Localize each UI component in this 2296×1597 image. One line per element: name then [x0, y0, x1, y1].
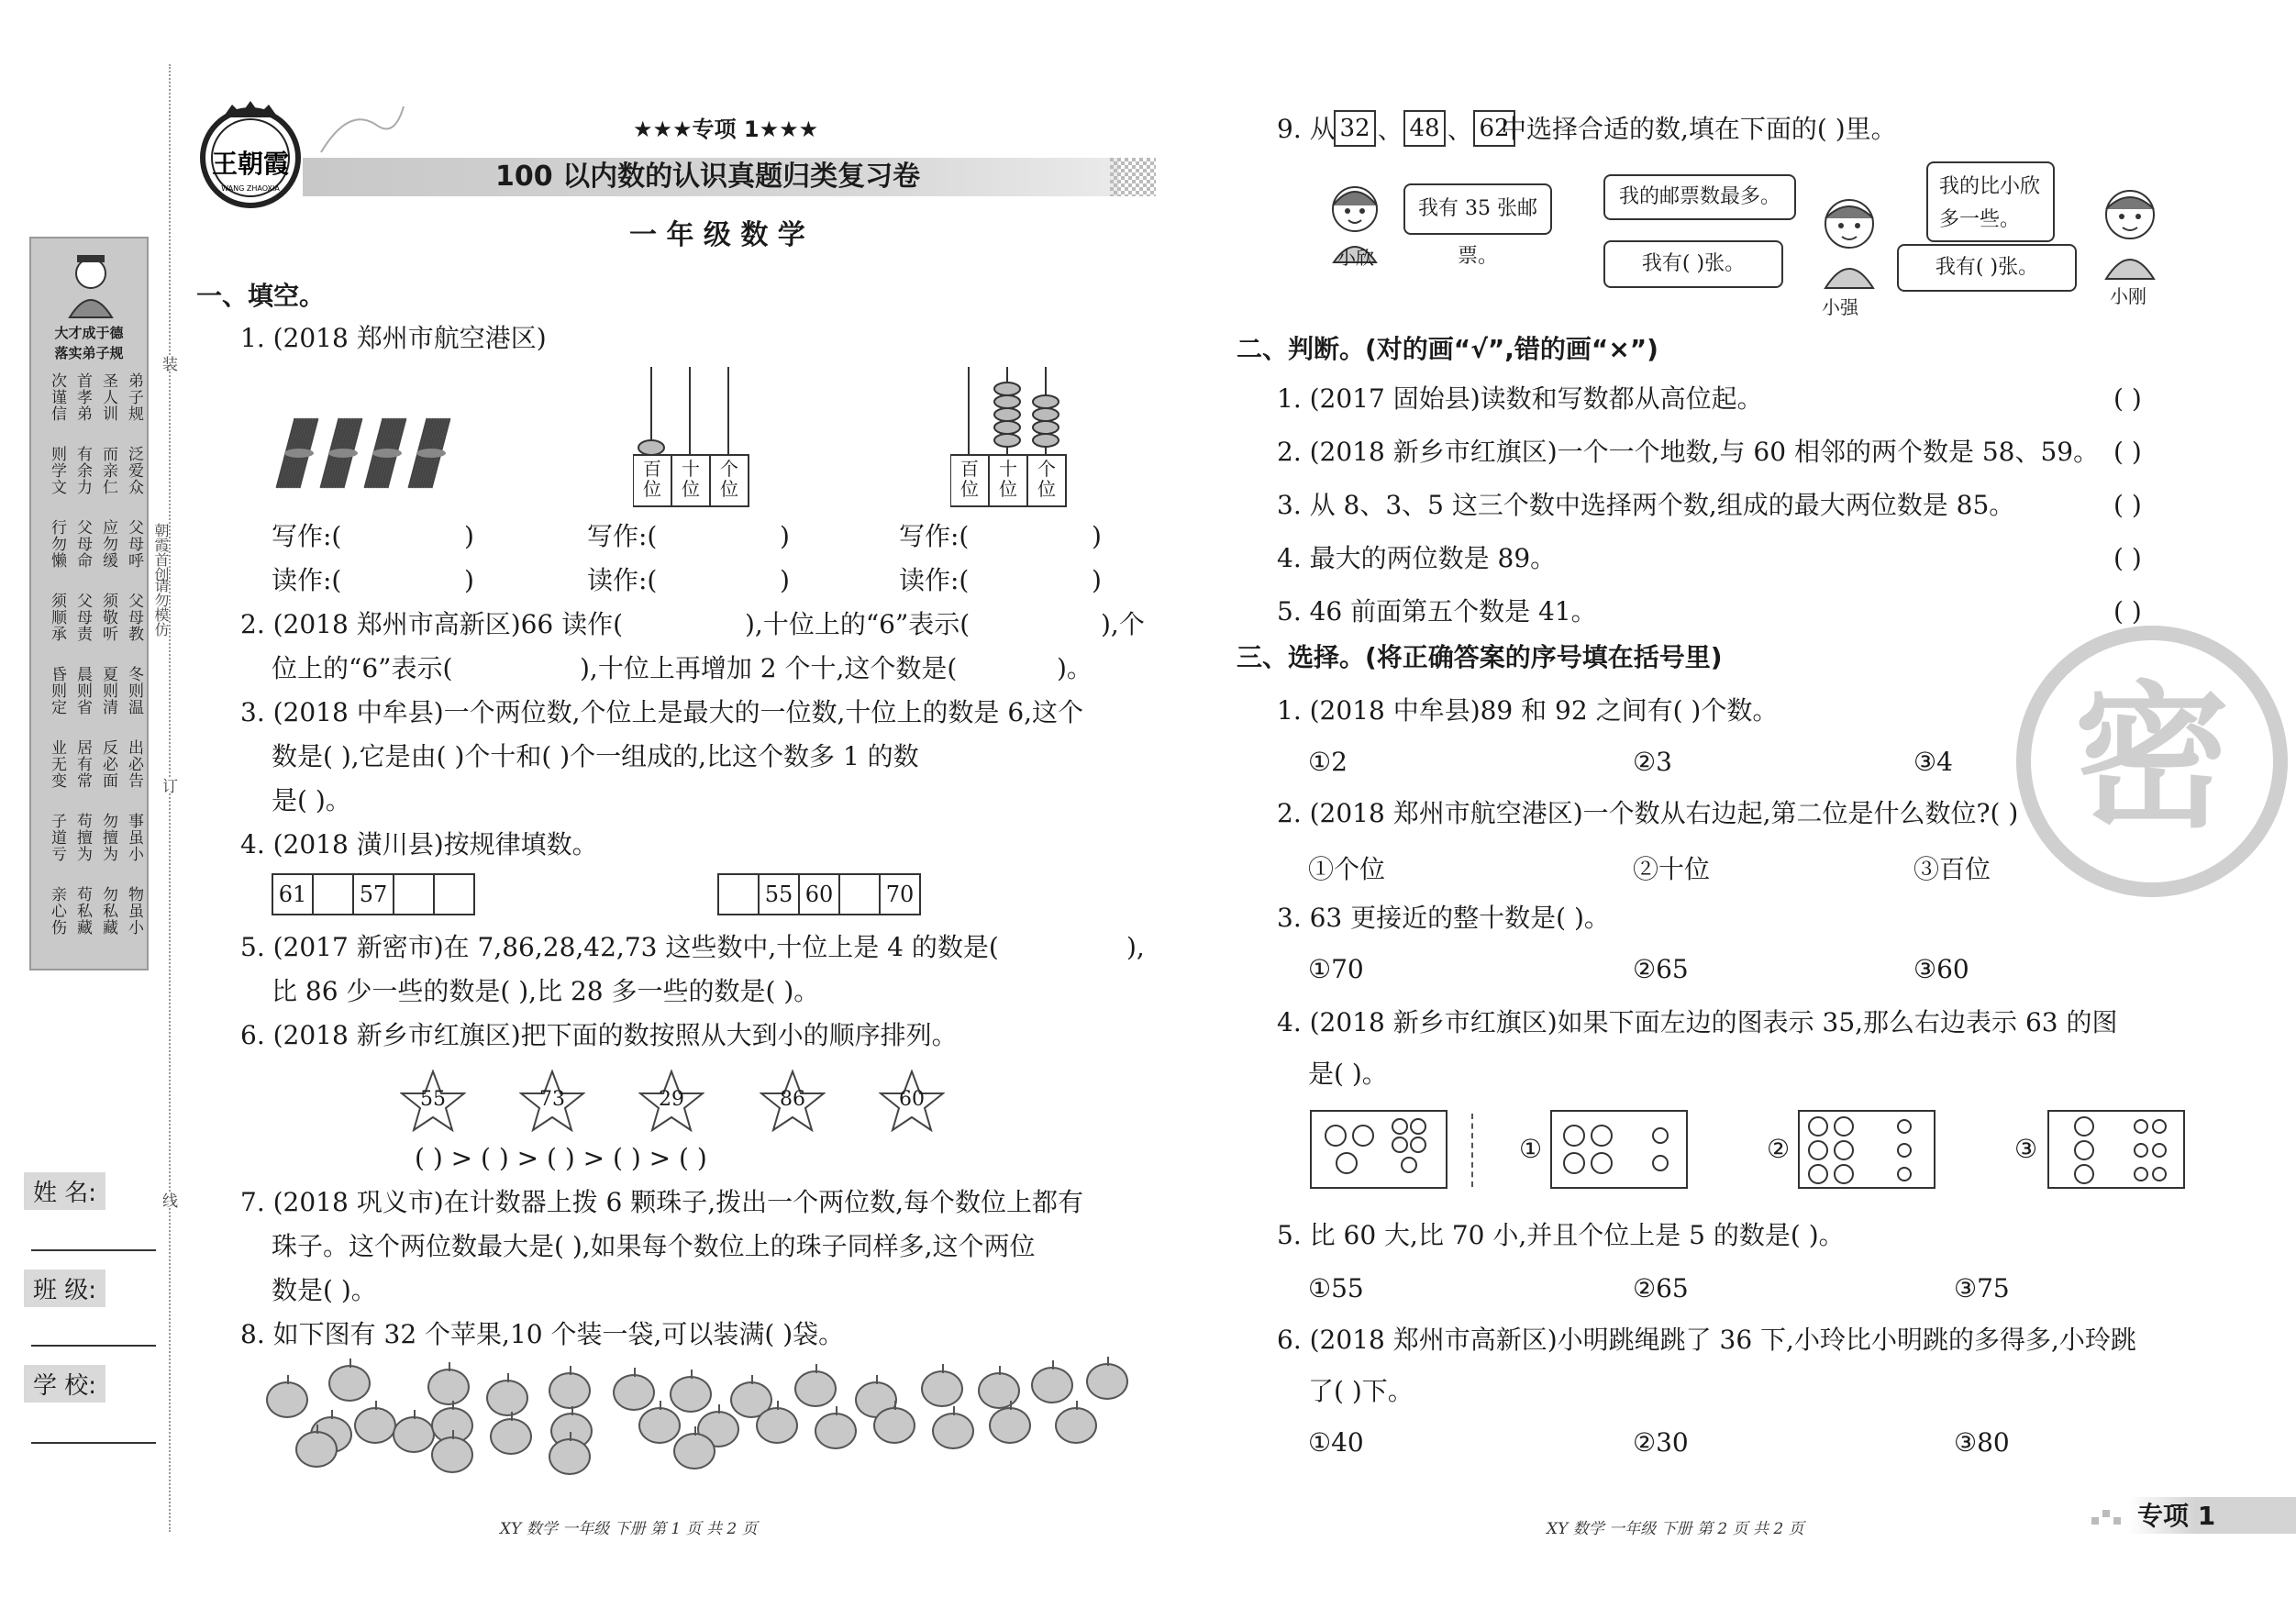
- read-close-1[interactable]: ): [464, 565, 474, 595]
- q9-number-choices: 32 、 48 、 62: [1334, 110, 1515, 147]
- apple-icon: [756, 1407, 798, 1444]
- motto-phrase: 勿擅为: [99, 813, 117, 862]
- school-label: 学 校:: [24, 1365, 105, 1403]
- motto-phrase: 父母教: [125, 593, 143, 642]
- apple-icon: [328, 1365, 371, 1402]
- q2-part2: ),十位上的“6”表示(: [745, 609, 971, 639]
- motto-phrase: 反必面: [99, 739, 117, 789]
- q5-line1: 5. (2017 新密市)在 7,86,28,42,73 这些数中,十位上是 4 的数是(: [240, 932, 999, 962]
- motto-phrase: 圣人训: [99, 372, 117, 422]
- read-label-2: 读作:(: [587, 565, 658, 595]
- section-judge: 二、判断。(对的画“√”,错的画“×”): [1237, 334, 1658, 364]
- apple-icon: [266, 1381, 308, 1418]
- judge-answer-paren[interactable]: ( ): [2113, 490, 2142, 520]
- motto-phrase: 苟擅为: [73, 813, 92, 862]
- c2-opt-3[interactable]: ③百位: [1913, 854, 1991, 884]
- apple-icon: [794, 1370, 837, 1407]
- sidebar-caption-1: 大才成于德: [54, 325, 124, 341]
- star-number: [400, 1070, 466, 1132]
- star-value: 60: [899, 1088, 925, 1111]
- c6-opt-1[interactable]: ①40: [1308, 1427, 1364, 1458]
- section-fill-blank: 一、填空。: [196, 281, 326, 311]
- c4-line2: 是( )。: [1308, 1059, 1388, 1089]
- motto-phrase: 业无变: [48, 739, 66, 789]
- c4-line1: 4. (2018 新乡市红旗区)如果下面左边的图表示 35,那么右边表示 63 的图: [1277, 1007, 2118, 1037]
- motto-phrase: 晨则省: [73, 666, 92, 715]
- c2-opt-2[interactable]: ②十位: [1633, 854, 1711, 884]
- c1-opt-3[interactable]: ③4: [1913, 747, 1953, 777]
- q9-suffix: 中选择合适的数,填在下面的( )里。: [1501, 114, 1897, 144]
- apple-icon: [921, 1370, 963, 1407]
- apple-icon: [989, 1407, 1031, 1444]
- ribbon-ornament: [312, 97, 413, 161]
- logo-sub: WANG ZHAOXIA: [221, 184, 280, 193]
- read-label-3: 读作:(: [899, 565, 970, 595]
- apple-icon: [486, 1380, 528, 1416]
- q7-line2: 珠子。这个两位数最大是( ),如果每个数位上的珠子同样多,这个两位: [272, 1231, 1036, 1261]
- motto-phrase: 苟私藏: [73, 886, 92, 936]
- c1-opt-1[interactable]: ①2: [1308, 747, 1348, 777]
- motto-phrase: 居有常: [73, 739, 92, 789]
- footer-tag-pattern: [2091, 1503, 2128, 1530]
- name-line[interactable]: [31, 1249, 156, 1251]
- seq2-cell: 70: [879, 873, 921, 915]
- bubble-xiaogang-1: 我的比小欣多一些。: [1926, 161, 2055, 242]
- motto-phrase: 则学文: [48, 446, 66, 495]
- cut-label-1: 装: [156, 356, 180, 372]
- q3-line3: 是( )。: [272, 785, 351, 815]
- q2-part1: 2. (2018 郑州市高新区)66 读作(: [240, 609, 624, 639]
- judge-item: 2. (2018 新乡市红旗区)一个一个地数,与 60 相邻的两个数是 58、59。: [1277, 437, 2100, 467]
- bubble-xiaoxin: 我有 35 张邮票。: [1403, 183, 1552, 235]
- section-choice: 三、选择。(将正确答案的序号填在括号里): [1237, 642, 1723, 672]
- star-number: [879, 1070, 945, 1132]
- q5-line2: 比 86 少一些的数是( ),比 28 多一些的数是( )。: [272, 976, 820, 1006]
- q5-line1-end: ),: [1126, 932, 1145, 962]
- c5-prompt: 5. 比 60 大,比 70 小,并且个位上是 5 的数是( )。: [1277, 1220, 1845, 1250]
- apple-icon: [815, 1413, 857, 1449]
- divider-dashed: [1471, 1114, 1473, 1187]
- c2-opt-1[interactable]: ①个位: [1308, 854, 1386, 884]
- name-xiaoqiang: 小强: [1822, 296, 1858, 318]
- logo-text: 王朝霞: [211, 149, 290, 179]
- seq2-cell[interactable]: [838, 873, 881, 915]
- apple-icon: [295, 1431, 338, 1468]
- star-value: 55: [420, 1088, 446, 1111]
- apple-icon: [549, 1438, 591, 1475]
- c2-prompt: 2. (2018 郑州市航空港区)一个数从右边起,第二位是什么数位?( ): [1277, 798, 2019, 828]
- c4-mark-2[interactable]: ②: [1767, 1134, 1791, 1164]
- apple-icon: [978, 1372, 1020, 1409]
- motto-phrase: 弟子规: [125, 372, 143, 422]
- motto-phrase: 父母责: [73, 593, 92, 642]
- star-number: [760, 1070, 826, 1132]
- q3-line1: 3. (2018 中牟县)一个两位数,个位上是最大的一位数,十位上的数是 6,这个: [240, 697, 1084, 727]
- c3-opt-2[interactable]: ②65: [1633, 954, 1689, 984]
- q9-number: 48: [1403, 110, 1446, 147]
- motto-phrase: 首孝弟: [73, 372, 92, 422]
- c6-opt-2[interactable]: ②30: [1633, 1427, 1689, 1458]
- side-note-1: 朝霞首创: [152, 523, 170, 582]
- abacus1-label-ones: 个位: [720, 458, 738, 500]
- c1-opt-2[interactable]: ②3: [1633, 747, 1672, 777]
- sequence-1: [272, 873, 475, 915]
- stamp-text: 密: [2073, 668, 2231, 849]
- bubble-xiaogang-2[interactable]: 我有( )张。: [1897, 244, 2077, 292]
- bead-card-option-2[interactable]: [1798, 1110, 1936, 1189]
- bubble-xiaoqiang-1: 我的邮票数最多。: [1603, 174, 1796, 220]
- confidential-stamp: [2014, 624, 2290, 899]
- sidebar-caption-2: 落实弟子规: [54, 345, 124, 361]
- logo-emblem: [191, 101, 310, 211]
- bead-card-35: [1310, 1110, 1447, 1189]
- apple-icon: [549, 1372, 591, 1409]
- motto-phrase: 应勿缓: [99, 519, 117, 569]
- banner-pattern: [1110, 158, 1156, 196]
- cut-label-2: 订: [156, 778, 180, 793]
- scholar-figure-icon: [59, 246, 123, 319]
- motto-phrase: 须顺承: [48, 593, 66, 642]
- c5-opt-2[interactable]: ②65: [1633, 1273, 1689, 1303]
- apple-icon: [393, 1416, 435, 1453]
- apple-icon: [431, 1436, 473, 1473]
- seq1-cell[interactable]: [393, 873, 435, 915]
- abacus1-label-hundreds: 百位: [643, 458, 661, 500]
- read-label-1: 读作:(: [272, 565, 342, 595]
- motto-phrase: 须敬听: [99, 593, 117, 642]
- motto-phrase: 夏则清: [99, 666, 117, 715]
- apple-icon: [490, 1418, 532, 1455]
- sequence-2: [717, 873, 921, 915]
- topic-tag: ★★★专项 1★★★: [633, 116, 819, 142]
- motto-phrase: 有余力: [73, 446, 92, 495]
- motto-phrase: 子道亏: [48, 813, 66, 862]
- q2-part6: )。: [1057, 653, 1093, 683]
- c4-mark-1[interactable]: ①: [1519, 1134, 1543, 1164]
- judge-answer-paren[interactable]: ( ): [2113, 383, 2142, 414]
- footer-right: XY 数学 一年级 下册 第 2 页 共 2 页: [1547, 1520, 1804, 1538]
- q2-part5: ),十位上再增加 2 个十,这个数是(: [580, 653, 958, 683]
- apple-icon: [1031, 1367, 1073, 1403]
- q3-line2: 数是( ),它是由( )个十和( )个一组成的,比这个数多 1 的数: [272, 741, 919, 771]
- judge-answer-paren[interactable]: ( ): [2113, 596, 2142, 627]
- cut-label-3: 线: [156, 1192, 180, 1208]
- seq2-cell[interactable]: [717, 873, 760, 915]
- write-label-1: 写作:(: [272, 521, 342, 551]
- judge-item: 5. 46 前面第五个数是 41。: [1277, 596, 1597, 627]
- motto-phrase: 行勿懒: [48, 519, 66, 569]
- apple-icon: [932, 1413, 974, 1449]
- order-row[interactable]: ( ) > ( ) > ( ) > ( ) > ( ): [415, 1143, 707, 1173]
- apple-icon: [873, 1407, 915, 1444]
- seq2-cell: 55: [758, 873, 800, 915]
- page-subtitle: 一 年 级 数 学: [629, 219, 805, 251]
- c6-line1: 6. (2018 郑州市高新区)小明跳绳跳了 36 下,小玲比小明跳的多得多,小玲跳: [1277, 1325, 2136, 1355]
- c3-opt-3[interactable]: ③60: [1913, 954, 1969, 984]
- class-line[interactable]: [31, 1345, 156, 1347]
- judge-answer-paren[interactable]: ( ): [2113, 543, 2142, 573]
- q7-line1: 7. (2018 巩义市)在计数器上拨 6 颗珠子,拨出一个两位数,每个数位上都有: [240, 1187, 1084, 1217]
- q6-prompt: 6. (2018 新乡市红旗区)把下面的数按照从大到小的顺序排列。: [240, 1020, 958, 1050]
- motto-phrase: 亲心伤: [48, 886, 66, 936]
- q8-prompt: 8. 如下图有 32 个苹果,10 个装一袋,可以装满( )袋。: [240, 1319, 845, 1349]
- name-xiaogang: 小刚: [2110, 285, 2146, 307]
- write-close-2[interactable]: ): [780, 521, 790, 551]
- apple-icon: [354, 1407, 396, 1444]
- boy-xiaoqiang-icon: [1803, 191, 1895, 292]
- name-label: 姓 名:: [24, 1172, 105, 1210]
- c1-prompt: 1. (2018 中牟县)89 和 92 之间有( )个数。: [1277, 695, 1779, 726]
- star-value: 73: [539, 1088, 565, 1111]
- class-label: 班 级:: [24, 1270, 105, 1307]
- seq1-cell[interactable]: [433, 873, 475, 915]
- motto-phrase: 昏则定: [48, 666, 66, 715]
- apple-icon: [613, 1374, 655, 1411]
- star-value: 29: [659, 1088, 684, 1111]
- q2-part3: ),个: [1101, 609, 1145, 639]
- motto-phrase: 父母命: [73, 519, 92, 569]
- apple-icon: [1086, 1363, 1128, 1400]
- c3-opt-1[interactable]: ①70: [1308, 954, 1364, 984]
- write-close-3[interactable]: ): [1092, 521, 1102, 551]
- abacus2-label-ones: 个位: [1037, 458, 1056, 500]
- bead-card-option-3[interactable]: [2047, 1110, 2185, 1189]
- motto-phrase: 冬则温: [125, 666, 143, 715]
- apple-icon: [673, 1433, 715, 1469]
- write-label-2: 写作:(: [587, 521, 658, 551]
- judge-answer-paren[interactable]: ( ): [2113, 437, 2142, 467]
- abacus1-label-tens: 十位: [682, 458, 700, 500]
- judge-item: 3. 从 8、3、5 这三个数中选择两个数,组成的最大两位数是 85。: [1277, 490, 2015, 520]
- abacus2-label-tens: 十位: [999, 458, 1017, 500]
- side-note-2: 请勿模仿: [152, 578, 170, 637]
- motto-phrase: 次谨信: [48, 372, 66, 422]
- motto-phrase: 物虽小: [125, 886, 143, 936]
- seq1-cell[interactable]: [312, 873, 354, 915]
- motto-phrase: 勿私藏: [99, 886, 117, 936]
- abacus2-label-hundreds: 百位: [960, 458, 979, 500]
- q9-number: 62: [1473, 110, 1515, 147]
- apple-icon: [1055, 1407, 1097, 1444]
- star-number: [519, 1070, 585, 1132]
- seq2-cell: 60: [798, 873, 840, 915]
- footer-left: XY 数学 一年级 下册 第 1 页 共 2 页: [500, 1520, 758, 1538]
- q9-number: 32: [1334, 110, 1376, 147]
- apple-icon: [427, 1369, 470, 1405]
- boy-xiaogang-icon: [2084, 182, 2176, 283]
- seq1-cell: 61: [272, 873, 314, 915]
- apple-icon: [670, 1376, 712, 1413]
- c5-opt-3[interactable]: ③75: [1954, 1273, 2010, 1303]
- q9-prefix: 9. 从: [1277, 114, 1336, 144]
- stick-bundles-image: [273, 413, 466, 495]
- motto-phrase: 出必告: [125, 739, 143, 789]
- c4-mark-3[interactable]: ③: [2014, 1134, 2038, 1164]
- c6-line2: 了( )下。: [1308, 1376, 1414, 1406]
- motto-sidebar: [29, 237, 149, 970]
- judge-item: 1. (2017 固始县)读数和写数都从高位起。: [1277, 383, 1763, 414]
- c3-prompt: 3. 63 更接近的整十数是( )。: [1277, 903, 1610, 933]
- c6-opt-3[interactable]: ③80: [1954, 1427, 2010, 1458]
- write-close-1[interactable]: ): [464, 521, 474, 551]
- star-number: [638, 1070, 704, 1132]
- read-close-3[interactable]: ): [1092, 565, 1102, 595]
- motto-phrase: 而亲仁: [99, 446, 117, 495]
- bubble-xiaoqiang-2[interactable]: 我有( )张。: [1603, 240, 1783, 288]
- q7-line3: 数是( )。: [272, 1275, 377, 1305]
- binding-cut-line: [169, 64, 171, 1532]
- page-title: 100 以内数的认识真题归类复习卷: [495, 161, 921, 193]
- school-line[interactable]: [31, 1442, 156, 1444]
- seq1-cell: 57: [352, 873, 394, 915]
- name-xiaoxin: 小欣: [1337, 247, 1374, 269]
- q2-part4: 位上的“6”表示(: [272, 653, 453, 683]
- judge-item: 4. 最大的两位数是 89。: [1277, 543, 1557, 573]
- motto-grid: [37, 372, 145, 959]
- bead-card-option-1[interactable]: [1550, 1110, 1688, 1189]
- motto-phrase: 泛爱众: [125, 446, 143, 495]
- star-value: 86: [780, 1088, 805, 1111]
- motto-phrase: 父母呼: [125, 519, 143, 569]
- read-close-2[interactable]: ): [780, 565, 790, 595]
- q4-prompt: 4. (2018 潢川县)按规律填数。: [240, 829, 598, 859]
- c5-opt-1[interactable]: ①55: [1308, 1273, 1364, 1303]
- apple-icon: [638, 1407, 681, 1444]
- q1-prompt: 1. (2018 郑州市航空港区): [240, 323, 547, 353]
- footer-tag: 专项 1: [2137, 1501, 2216, 1531]
- write-label-3: 写作:(: [899, 521, 970, 551]
- motto-phrase: 事虽小: [125, 813, 143, 862]
